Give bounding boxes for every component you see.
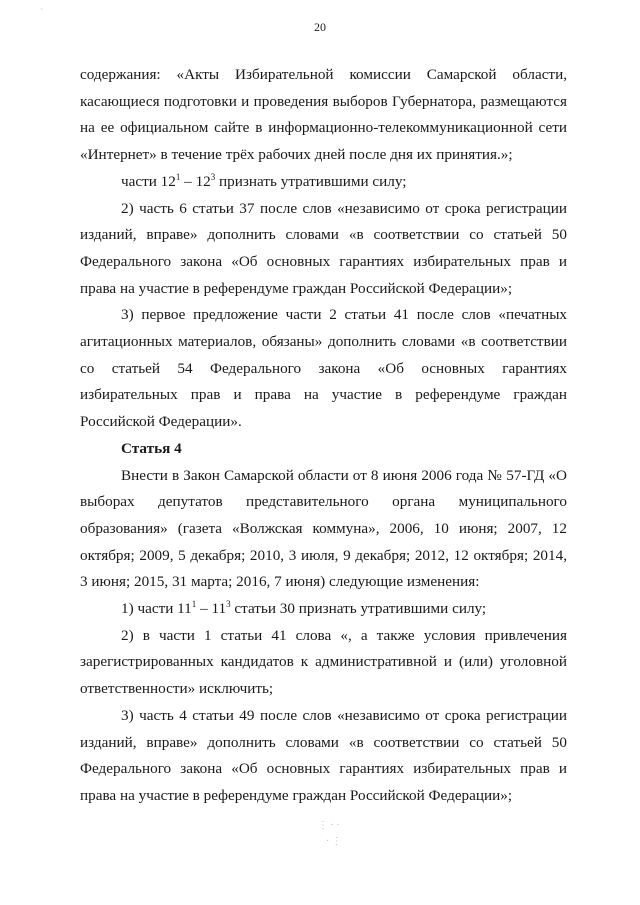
text: признать утратившими силу; — [215, 172, 407, 190]
paragraph-article-4-intro: Внести в Закон Самарской области от 8 июня 2006 года № 57-ГД «О выборах депутатов представительного органа муниципального образования» (газета «Волжская коммуна», 2006, 10 июня; 2007, 12 октября; 2009, 5 декабря; 2010, 3 июля, 9 декабря; 2012, 12 октября; 2014, 3 июня; 2015, 31 марта; 2016, 7 июня) следующие изменения: — [80, 466, 567, 591]
paragraph-item-3-article-49: 3) часть 4 статьи 49 после слов «независимо от срока регистрации изданий, вправе» дополнить словами «в соответствии со статьей 50 Федерального закона «Об основных гарантиях избирательных прав и права на участие в референдуме граждан Российской Федерации»; — [80, 706, 567, 804]
text: части 12 — [121, 172, 176, 190]
paragraph-parts-12 — [80, 169, 567, 196]
scan-mark: ˋ — [40, 8, 44, 19]
scan-mark: · ⋮ — [326, 836, 342, 847]
paragraph-item-2-article-37: 2) часть 6 статьи 37 после слов «независимо от срока регистрации изданий, вправе» дополнить словами «в соответствии со статьей 50 Федерального закона «Об основных гарантиях избирательных прав и права на участие в референдуме граждан Российской Федерации»; — [80, 199, 567, 297]
page-number: 20 — [314, 20, 326, 34]
superscript: 3 — [210, 171, 216, 182]
paragraph-item-1-article-30 — [80, 596, 567, 623]
article-heading: Статья 4 — [121, 439, 182, 457]
scan-mark: ⋮ · · — [318, 820, 340, 831]
document-body — [80, 62, 567, 810]
superscript: 3 — [226, 599, 231, 610]
text: – 12 — [180, 172, 211, 190]
paragraph-item-3-article-41: 3) первое предложение части 2 статьи 41 после слов «печатных агитационных материалов, обязаны» дополнить словами «в соответствии со статьей 54 Федерального закона «Об основных гарантиях избирательных прав и права на участие в референдуме граждан Российской Федерации». — [80, 306, 567, 431]
text: 1) части 11 — [121, 600, 192, 618]
superscript: 1 — [191, 599, 197, 610]
paragraph-continuation: содержания: «Акты Избирательной комиссии Самарской области, касающиеся подготовки и проведения выборов Губернатора, размещаются на ее официальном сайте в информационно-телекоммуникационной сети «Интернет» в течение трёх рабочих дней после дня их принятия.»; — [80, 66, 567, 164]
text: статьи 30 признать утратившими силу; — [230, 600, 487, 618]
paragraph-item-2-article-41: 2) в части 1 статьи 41 слова «, а также условия привлечения зарегистрированных кандидатов к административной и (или) уголовной ответственности» исключить; — [80, 626, 567, 698]
text: – 11 — [196, 600, 227, 618]
superscript: 1 — [175, 171, 181, 182]
